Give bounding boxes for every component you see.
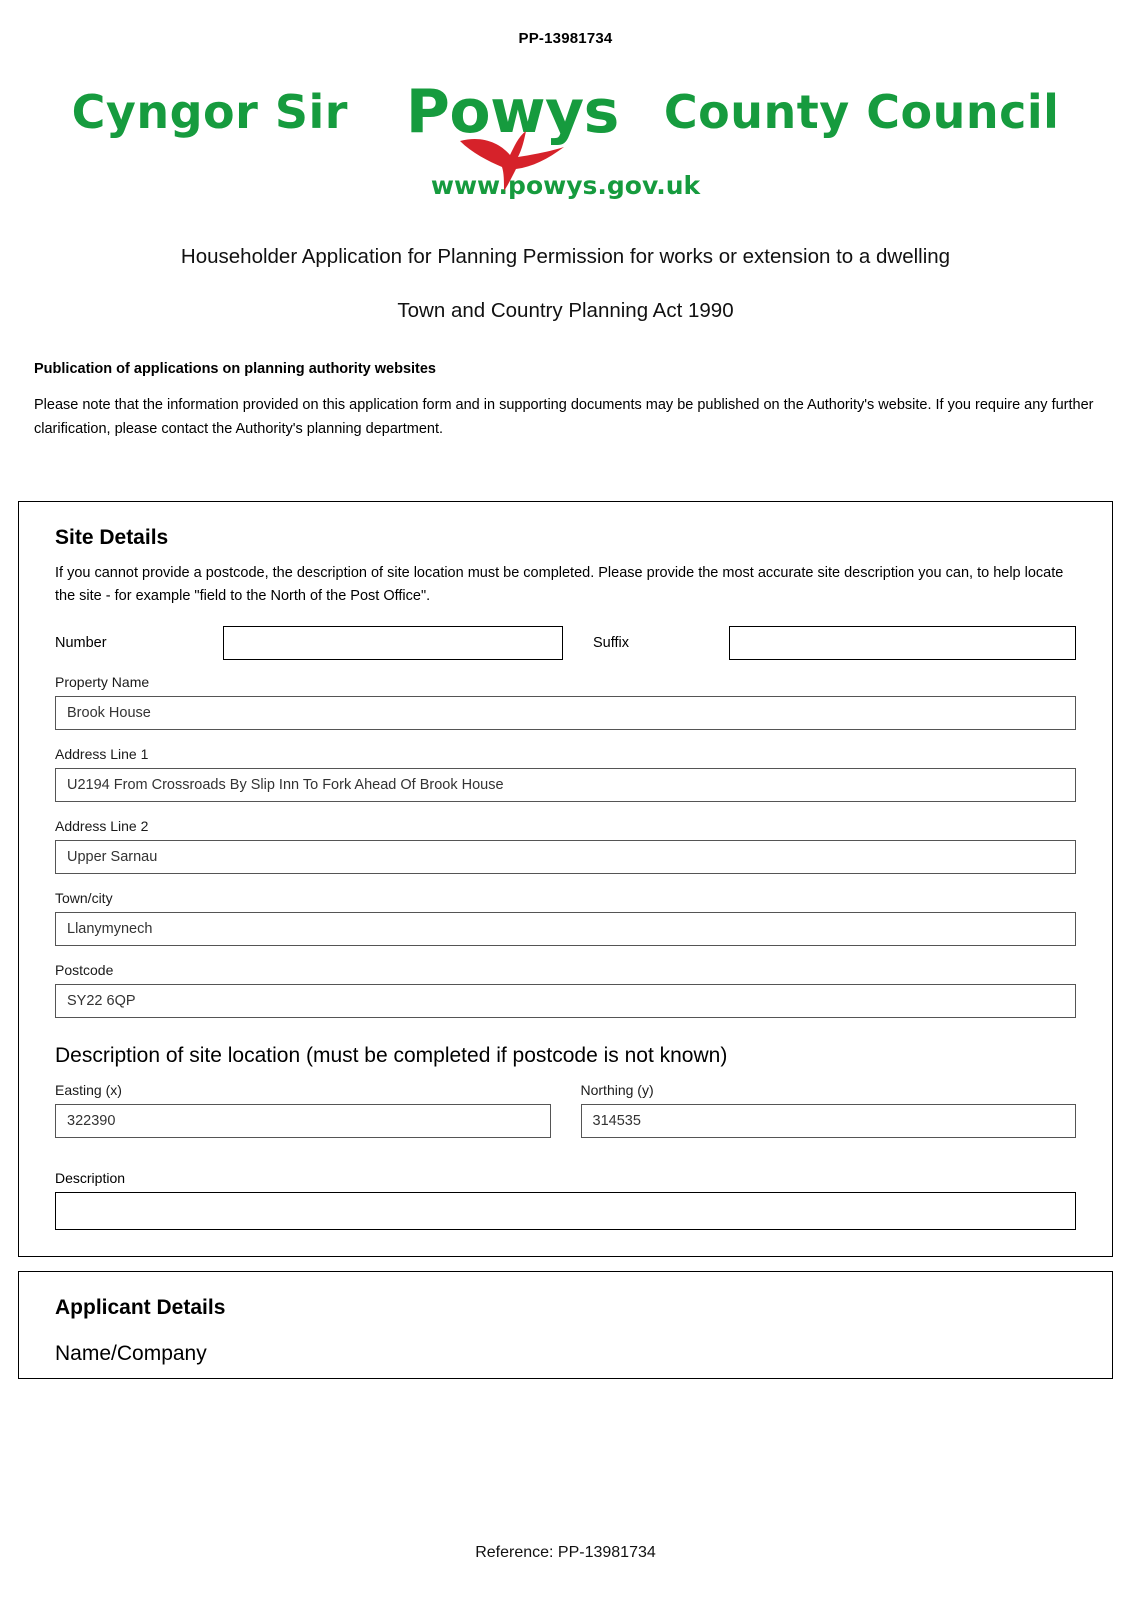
footer-reference: Reference: PP-13981734 <box>475 1544 656 1561</box>
logo-website-text: www.powys.gov.uk <box>430 171 701 200</box>
site-details-intro: If you cannot provide a postcode, the description of site location must be completed. Please provide the most accurate site description you can, to help locate the site - for example "field to the North of the Post Office". <box>55 565 1064 604</box>
easting-field <box>55 1082 551 1154</box>
suffix-label: Suffix <box>593 635 630 651</box>
easting-label: Easting (x) <box>55 1082 122 1098</box>
suffix-input[interactable] <box>729 626 1076 660</box>
description-label: Description <box>55 1170 126 1186</box>
address-line-2-label: Address Line 2 <box>55 818 149 834</box>
property-name-label: Property Name <box>55 674 150 690</box>
address-line-1-input[interactable]: U2194 From Crossroads By Slip Inn To Fork Ahead Of Brook House <box>55 768 1076 802</box>
red-kite-bird-icon <box>452 125 572 195</box>
postcode-label: Postcode <box>55 962 114 978</box>
easting-input[interactable]: 322390 <box>55 1104 551 1138</box>
applicant-details-panel <box>18 1271 1113 1379</box>
publication-notice-body: Please note that the information provided on this application form and in supporting documents may be published on the Authority's website. If you require any further clarification, please contact the Authority's planning department. <box>34 397 1094 437</box>
northing-field <box>581 1082 1077 1154</box>
property-name-input[interactable]: Brook House <box>55 696 1076 730</box>
address-line-2-input[interactable]: Upper Sarnau <box>55 840 1076 874</box>
site-details-title: Site Details <box>55 526 169 549</box>
number-label: Number <box>55 635 107 651</box>
document-act-title: Town and Country Planning Act 1990 <box>397 299 734 322</box>
postcode-input[interactable]: SY22 6QP <box>55 984 1076 1018</box>
northing-input[interactable]: 314535 <box>581 1104 1077 1138</box>
number-input[interactable] <box>223 626 563 660</box>
number-suffix-row <box>55 626 1076 660</box>
applicant-details-title: Applicant Details <box>55 1296 226 1319</box>
document-title: Householder Application for Planning Permission for works or extension to a dwelling <box>180 245 951 268</box>
publication-notice-heading: Publication of applications on planning authority websites <box>34 361 436 377</box>
powys-logo <box>0 57 1131 217</box>
logo-powys-text: Powys <box>405 77 619 147</box>
northing-label: Northing (y) <box>580 1082 654 1098</box>
coordinates-row <box>55 1082 1076 1154</box>
site-location-heading: Description of site location (must be completed if postcode is not known) <box>55 1044 728 1067</box>
applicant-name-company-label: Name/Company <box>55 1342 207 1365</box>
logo-cyngor-sir-text: Cyngor Sir <box>71 85 348 139</box>
pp-reference-number: PP-13981734 <box>518 30 613 47</box>
description-input[interactable] <box>55 1192 1076 1230</box>
logo-county-council-text: County Council <box>663 85 1060 139</box>
site-details-panel <box>18 501 1113 1257</box>
town-city-label: Town/city <box>55 890 113 906</box>
town-city-input[interactable]: Llanymynech <box>55 912 1076 946</box>
address-line-1-label: Address Line 1 <box>55 746 149 762</box>
